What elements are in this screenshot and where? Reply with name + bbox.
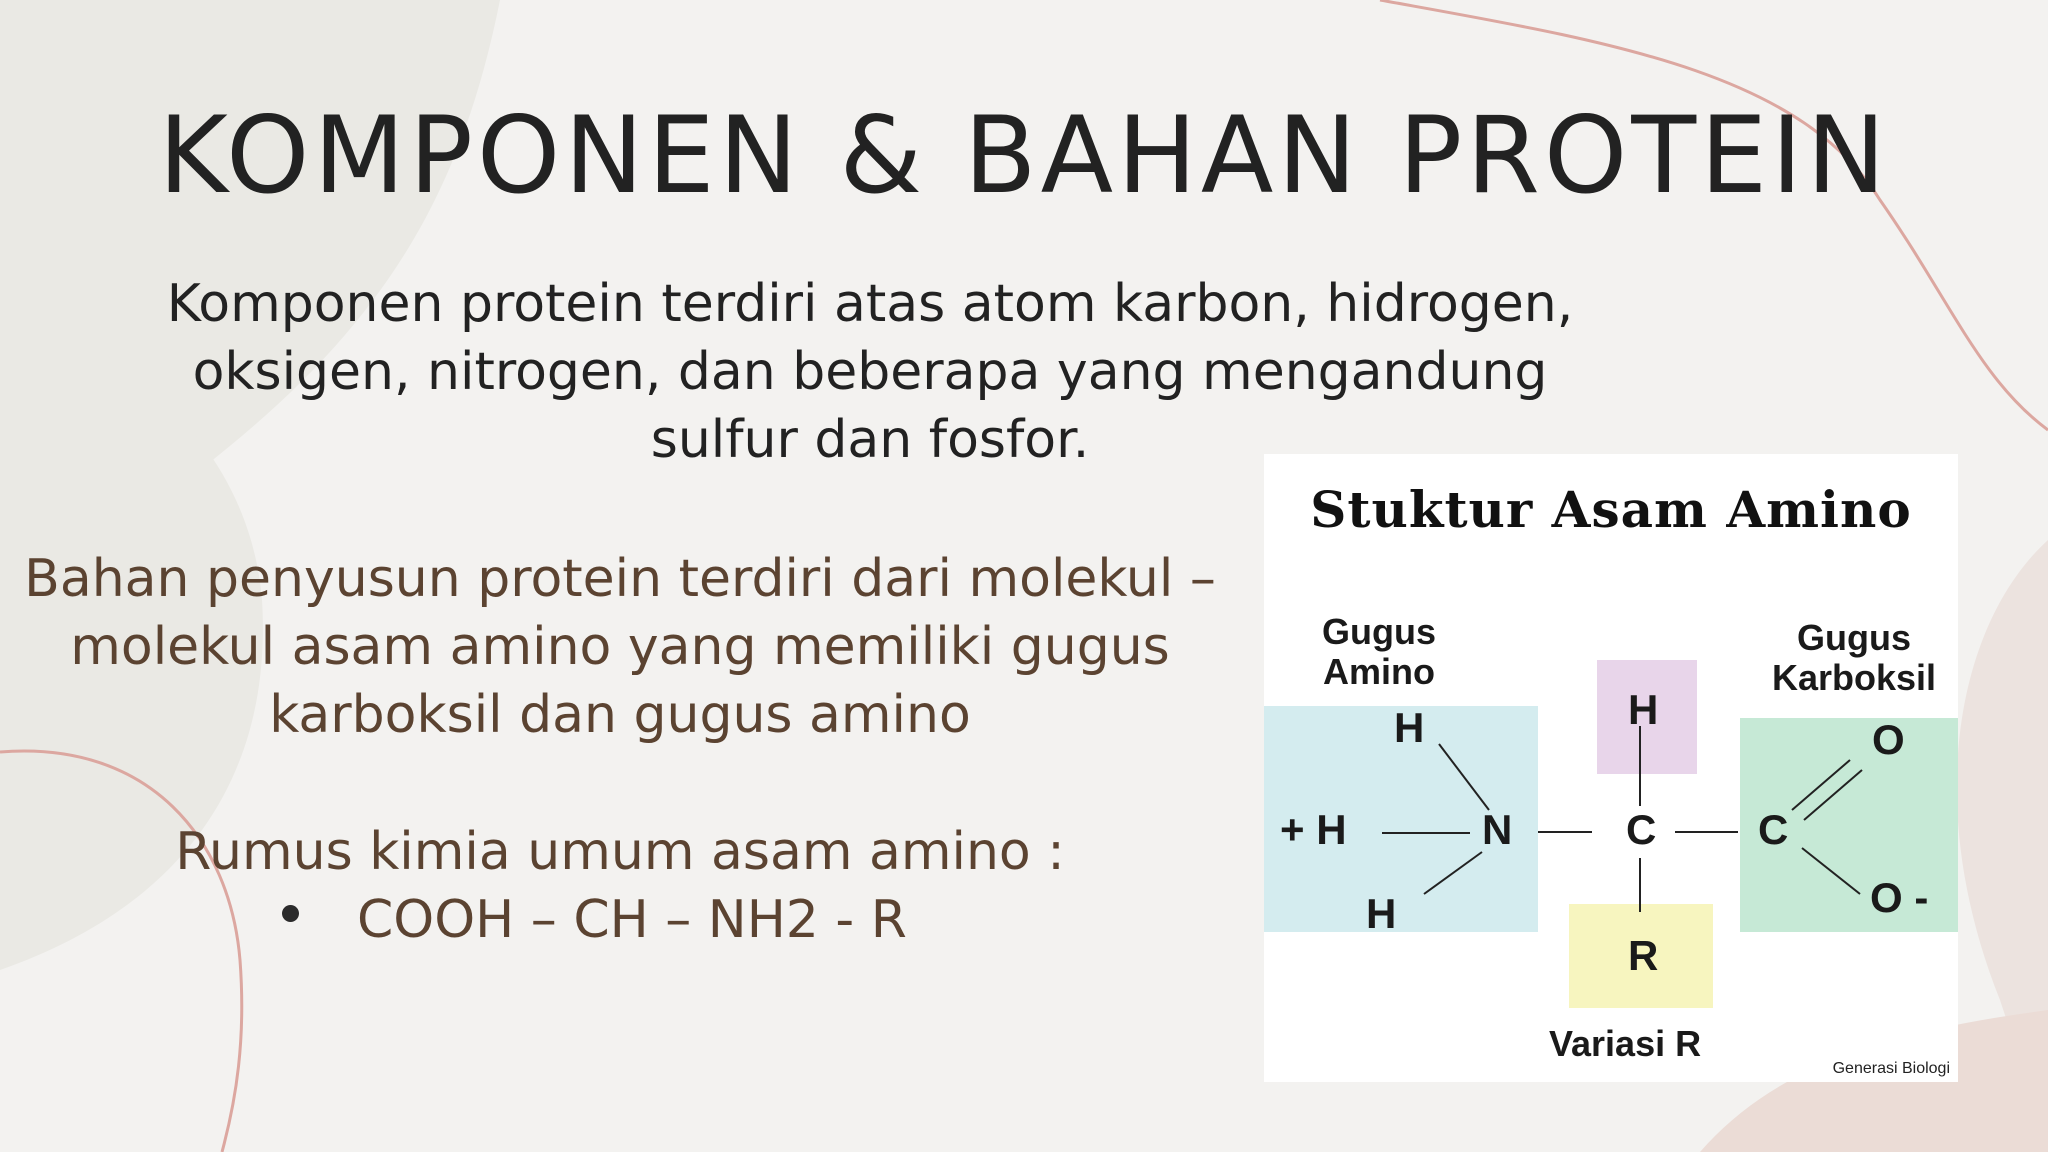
- atom-c-center: C: [1626, 806, 1657, 853]
- amino-group-label: Gugus Amino: [1322, 611, 1436, 692]
- credit-text: Generasi Biologi: [1832, 1060, 1950, 1077]
- atom-o-top: O: [1872, 716, 1905, 763]
- atom-h-bottom-left: H: [1366, 890, 1397, 937]
- components-paragraph: Komponen protein terdiri atas atom karbon, hidrogen, oksigen, nitrogen, dan beberapa yang mengandung sulfur dan fosfor.: [166, 274, 1574, 470]
- atom-n: N: [1482, 806, 1513, 853]
- formula-bullet-item: [282, 886, 907, 954]
- variation-r-label: Variasi R: [1549, 1023, 1702, 1064]
- atom-h-plus: + H: [1280, 806, 1347, 853]
- atom-h-top-left: H: [1394, 704, 1425, 751]
- diagram-title: Stuktur Asam Amino: [1310, 480, 1912, 539]
- formula-text: COOH – CH – NH2 - R: [357, 890, 907, 950]
- atom-c-carboxyl: C: [1758, 806, 1789, 853]
- atom-r: R: [1628, 932, 1659, 979]
- formula-heading: Rumus kimia umum asam amino :: [175, 822, 1065, 882]
- chemical-bonds: [1264, 454, 1958, 1082]
- atom-o-minus: O -: [1870, 874, 1929, 921]
- amino-acid-structure-diagram: [1264, 454, 1958, 1082]
- atom-h-top: H: [1628, 686, 1659, 733]
- ingredients-paragraph: Bahan penyusun protein terdiri dari molekul – molekul asam amino yang memiliki gugus karboksil dan gugus amino: [24, 549, 1216, 745]
- carboxyl-group-label: Gugus Karboksil: [1771, 617, 1937, 698]
- slide-title: KOMPONEN & BAHAN PROTEIN: [158, 94, 1890, 217]
- bullet-icon: [282, 905, 299, 922]
